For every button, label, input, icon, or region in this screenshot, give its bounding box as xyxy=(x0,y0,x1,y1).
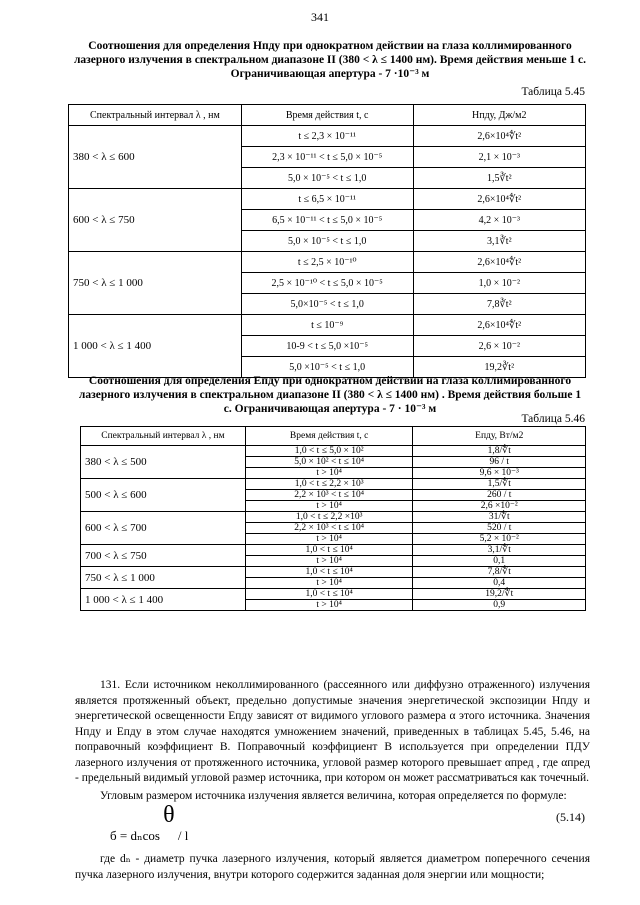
value-cell: 2,1 × 10⁻³ xyxy=(413,147,585,168)
value-cell: 2,6×10⁴∜t² xyxy=(413,189,585,210)
value-cell: 9,6 × 10⁻³ xyxy=(413,468,586,479)
time-cell: 10-9 < t ≤ 5,0 ×10⁻⁵ xyxy=(241,336,413,357)
value-cell: 2,6 × 10⁻² xyxy=(413,336,585,357)
table-row xyxy=(81,479,586,490)
column-header: Время действия t, с xyxy=(245,427,413,446)
formula-number: (5.14) xyxy=(556,810,585,824)
section2-title xyxy=(60,374,600,416)
section1-title-line: лазерного излучения в спектральном диапазоне II (380 < λ ≤ 1400 нм). Время действия меньше 1 с. xyxy=(73,54,587,66)
time-cell: 6,5 × 10⁻¹¹ < t ≤ 5,0 × 10⁻⁵ xyxy=(241,210,413,231)
time-cell: t ≤ 10⁻⁹ xyxy=(241,315,413,336)
value-cell: 2,6×10⁴∜t² xyxy=(413,252,585,273)
table-header-row xyxy=(69,105,586,126)
value-cell: 1,0 × 10⁻² xyxy=(413,273,585,294)
time-cell: t ≤ 2,3 × 10⁻¹¹ xyxy=(241,126,413,147)
value-cell: 260 / t xyxy=(413,490,586,501)
table2-label: Таблица 5.46 xyxy=(521,413,585,425)
column-header: Спектральный интервал λ , нм xyxy=(69,105,242,126)
time-cell: 5,0 ×10⁻⁵ < t ≤ 1,0 xyxy=(241,357,413,378)
table-row xyxy=(69,315,586,336)
table-row xyxy=(81,446,586,457)
time-cell: t ≤ 6,5 × 10⁻¹¹ xyxy=(241,189,413,210)
time-cell: 2,2 × 10³ < t ≤ 10⁴ xyxy=(245,523,413,534)
value-cell: 31/∜t xyxy=(413,512,586,523)
time-cell: 1,0 < t ≤ 10⁴ xyxy=(245,567,413,578)
spectral-range-cell: 1 000 < λ ≤ 1 400 xyxy=(69,315,242,378)
value-cell: 1,8/∜t xyxy=(413,446,586,457)
value-cell: 2,6×10⁴∜t² xyxy=(413,315,585,336)
table-5-45 xyxy=(68,104,586,378)
value-cell: 7,8/∜t xyxy=(413,567,586,578)
value-cell: 0,4 xyxy=(413,578,586,589)
section2-title-line: лазерного излучения в спектральном диапазоне II (380 < λ ≤ 1400 нм) . Время действия больше 1 xyxy=(78,389,582,401)
time-cell: t > 10⁴ xyxy=(245,468,413,479)
time-cell: 5,0 × 10⁻⁵ < t ≤ 1,0 xyxy=(241,168,413,189)
table-row xyxy=(69,126,586,147)
table-row xyxy=(81,512,586,523)
section1-title-line: Ограничивающая апертура - 7 ·10⁻³ м xyxy=(230,68,430,80)
formula-right: / l xyxy=(177,828,189,843)
column-header: Время действия t, с xyxy=(241,105,413,126)
time-cell: 2,2 × 10³ < t ≤ 10⁴ xyxy=(245,490,413,501)
value-cell: 2,6×10⁴∜t² xyxy=(413,126,585,147)
time-cell: 5,0×10⁻⁵ < t ≤ 1,0 xyxy=(241,294,413,315)
spectral-range-cell: 600 < λ ≤ 700 xyxy=(81,512,246,545)
table-header-row xyxy=(81,427,586,446)
section1-title-line: Соотношения для определения Нпду при однократном действии на глаза коллимированного xyxy=(88,40,572,52)
value-cell: 7,8∛t² xyxy=(413,294,585,315)
section2-title-line: Соотношения для определения Епду при однократном действии на глаза коллимированного xyxy=(88,375,572,387)
table-5-46 xyxy=(80,426,586,611)
section2-title-line: с. Ограничивающая апертура - 7 · 10⁻³ м xyxy=(223,403,437,415)
time-cell: t > 10⁴ xyxy=(245,578,413,589)
time-cell: 1,0 < t ≤ 2,2 ×10³ xyxy=(245,512,413,523)
spectral-range-cell: 750 < λ ≤ 1 000 xyxy=(69,252,242,315)
time-cell: 2,5 × 10⁻¹⁰ < t ≤ 5,0 × 10⁻⁵ xyxy=(241,273,413,294)
page-number: 341 xyxy=(311,10,329,24)
value-cell: 2,6 ×10⁻² xyxy=(413,501,586,512)
formula-theta: θ xyxy=(163,802,175,828)
value-cell: 1,5/∜t xyxy=(413,479,586,490)
time-cell: 5,0 × 10⁻⁵ < t ≤ 1,0 xyxy=(241,231,413,252)
table-row xyxy=(81,589,586,600)
value-cell: 0,9 xyxy=(413,600,586,611)
formula-5-14 xyxy=(110,802,189,843)
paragraph-angular-size: Угловым размером источника излучения является величина, которая определяется по формуле: xyxy=(100,790,567,802)
time-cell: t ≤ 2,5 × 10⁻¹⁰ xyxy=(241,252,413,273)
value-cell: 4,2 × 10⁻³ xyxy=(413,210,585,231)
spectral-range-cell: 380 < λ ≤ 600 xyxy=(69,126,242,189)
table-row xyxy=(81,567,586,578)
paragraph-131: 131. Если источником неколлимированного (рассеянного или диффузно отраженного) излучения является протяженный объект, предельно допустимые значения энергетической экспозиции Нпду и энергетической освещенности Епду зависят от видимого углового размера α этого источника. Значения Нпду и Епду в этом случае находятся умножением значений, приведенных в таблицах 5.45, 5.46, на поправочный коэффициент В. Поправочный коэффициент В используется при определении ПДУ лазерного излучения от протяженного источника, угловой размер которого превышает αпред , где αпред - предельный видимый угловой размер источника, при котором он может рассматриваться как точечный. xyxy=(75,679,590,784)
time-cell: t > 10⁴ xyxy=(245,600,413,611)
value-cell: 19,2∛t² xyxy=(413,357,585,378)
time-cell: 1,0 < t ≤ 5,0 × 10² xyxy=(245,446,413,457)
time-cell: 1,0 < t ≤ 10⁴ xyxy=(245,545,413,556)
time-cell: 1,0 < t ≤ 10⁴ xyxy=(245,589,413,600)
section1-title xyxy=(60,39,600,81)
value-cell: 3,1∛t² xyxy=(413,231,585,252)
time-cell: 1,0 < t ≤ 2,2 × 10³ xyxy=(245,479,413,490)
time-cell: 2,3 × 10⁻¹¹ < t ≤ 5,0 × 10⁻⁵ xyxy=(241,147,413,168)
value-cell: 96 / t xyxy=(413,457,586,468)
table-row xyxy=(69,252,586,273)
table-row xyxy=(69,189,586,210)
spectral-range-cell: 750 < λ ≤ 1 000 xyxy=(81,567,246,589)
spectral-range-cell: 1 000 < λ ≤ 1 400 xyxy=(81,589,246,611)
value-cell: 520 / t xyxy=(413,523,586,534)
value-cell: 0,1 xyxy=(413,556,586,567)
spectral-range-cell: 380 < λ ≤ 500 xyxy=(81,446,246,479)
paragraph-definition: где dₙ - диаметр пучка лазерного излучения, который является диаметром поперечного сечения пучка лазерного излучения, внутри которого содержится заданная доля энергии или мощности; xyxy=(75,853,590,881)
column-header: Епду, Вт/м2 xyxy=(413,427,586,446)
value-cell: 5,2 × 10⁻² xyxy=(413,534,586,545)
spectral-range-cell: 600 < λ ≤ 750 xyxy=(69,189,242,252)
column-header: Спектральный интервал λ , нм xyxy=(81,427,246,446)
value-cell: 3,1/∜t xyxy=(413,545,586,556)
column-header: Нпду, Дж/м2 xyxy=(413,105,585,126)
time-cell: t > 10⁴ xyxy=(245,556,413,567)
formula-left: б = dₙcos xyxy=(110,828,160,843)
spectral-range-cell: 700 < λ ≤ 750 xyxy=(81,545,246,567)
table1-label: Таблица 5.45 xyxy=(521,86,585,98)
table-row xyxy=(81,545,586,556)
value-cell: 1,5∛t² xyxy=(413,168,585,189)
value-cell: 19,2/∜t xyxy=(413,589,586,600)
time-cell: t > 10⁴ xyxy=(245,501,413,512)
time-cell: t > 10⁴ xyxy=(245,534,413,545)
time-cell: 5,0 × 10² < t ≤ 10⁴ xyxy=(245,457,413,468)
spectral-range-cell: 500 < λ ≤ 600 xyxy=(81,479,246,512)
